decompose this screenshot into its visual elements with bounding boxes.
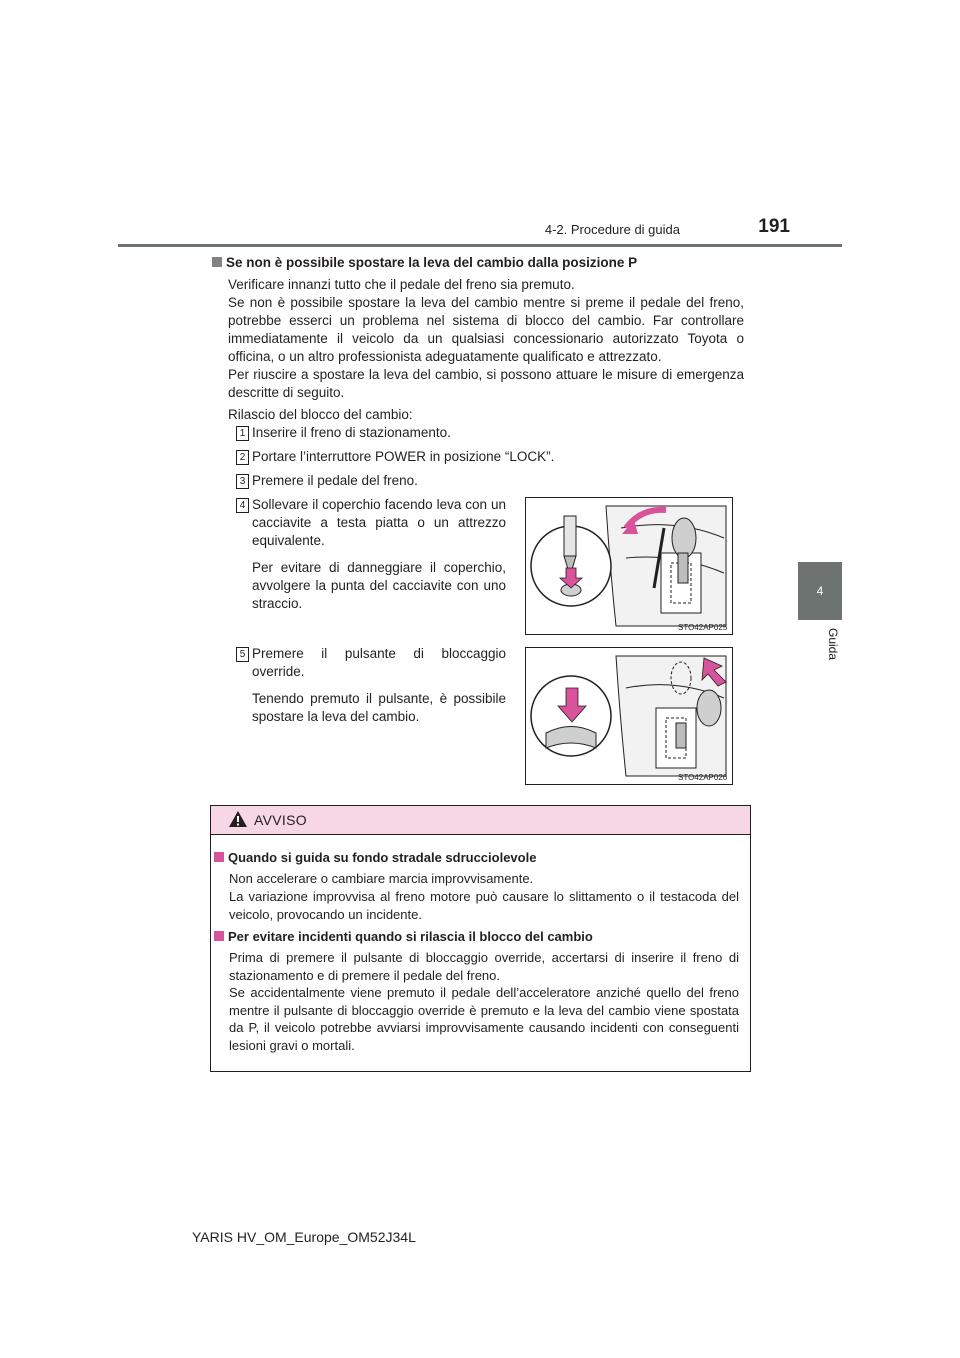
intro-line-2: Se non è possibile spostare la leva del cambio mentre si preme il pedale del freno, potrebbe esserci un problema nel sistema di blocco del cambio. Far controllare immediatamente il veicolo da un qualsiasi concessionario autorizzato Toyota o officina, o un altro professionista adeguatamente qualificato e attrezzato. [228, 295, 744, 364]
step-number-5: 5 [236, 647, 249, 662]
shift-cover-illustration [526, 498, 732, 634]
step-block-5 [252, 645, 506, 735]
footer-doc-code: YARIS HV_OM_Europe_OM52J34L [192, 1229, 416, 1245]
step-text-5: Premere il pulsante di bloccaggio override. [252, 646, 506, 679]
warning-triangle-icon [228, 810, 248, 828]
section-title: 4-2. Procedure di guida [544, 222, 680, 237]
figure-code-1: STO42AP025 [678, 623, 728, 632]
step-note-4: Per evitare di danneggiare il coperchio, avvolgere la punta del cacciavite con uno straccio. [252, 560, 506, 611]
step-text-4: Sollevare il coperchio facendo leva con un cacciavite a testa piatta o un attrezzo equivalente. [252, 497, 506, 548]
figure-override-button [525, 647, 733, 785]
header-rule [118, 244, 842, 247]
step-note-5: Tenendo premuto il pulsante, è possibile spostare la leva del cambio. [252, 691, 506, 724]
step-text-3: Premere il pedale del freno. [252, 473, 418, 488]
figure-code-2: STO42AP026 [678, 773, 728, 782]
step-number-3: 3 [236, 474, 249, 489]
warning-line-2-2: Se accidentalmente viene premuto il pedale dell’acceleratore anziché quello del freno mentre il pulsante di bloccaggio override è premuto e la leva del cambio viene spostata da P, il veicolo potrebbe avviarsi improvvisamente causando incidenti con conseguenti lesioni gravi o mortali. [229, 985, 739, 1053]
warning-line-2-1: Prima di premere il pulsante di bloccaggio override, accertarsi di inserire il freno di stazionamento e di premere il pedale del freno. [229, 950, 739, 983]
figure-lift-cover [525, 497, 733, 635]
intro-line-1: Verificare innanzi tutto che il pedale del freno sia premuto. [228, 277, 575, 292]
chapter-number: 4 [816, 584, 824, 598]
section-heading: Se non è possibile spostare la leva del cambio dalla posizione P [212, 255, 637, 270]
square-bullet-icon [214, 931, 224, 941]
step-number-1: 1 [236, 426, 249, 441]
step-number-2: 2 [236, 450, 249, 465]
step-text-2: Portare l’interruttore POWER in posizione “LOCK”. [252, 449, 555, 464]
warning-title: AVVISO [254, 812, 307, 828]
square-bullet-icon [214, 852, 224, 862]
step-block-4 [252, 496, 506, 622]
warning-line-1-1: Non accelerare o cambiare marcia improvvisamente. [229, 871, 534, 886]
step-text-1: Inserire il freno di stazionamento. [252, 425, 451, 440]
step-number-4: 4 [236, 498, 249, 513]
square-bullet-icon [212, 257, 222, 267]
chapter-label: Guida [826, 628, 840, 661]
release-label: Rilascio del blocco del cambio: [228, 407, 413, 422]
intro-line-3: Per riuscire a spostare la leva del cambio, si possono attuare le misure di emergenza descritte di seguito. [228, 367, 744, 400]
override-button-illustration [526, 648, 732, 784]
page-number: 191 [758, 216, 790, 237]
warning-heading-1: Quando si guida su fondo stradale sdrucciolevole [214, 850, 536, 865]
warning-line-1-2: La variazione improvvisa al freno motore può causare lo slittamento o il testacoda del veicolo, provocando un incidente. [229, 889, 739, 922]
warning-heading-2: Per evitare incidenti quando si rilascia il blocco del cambio [214, 929, 593, 944]
